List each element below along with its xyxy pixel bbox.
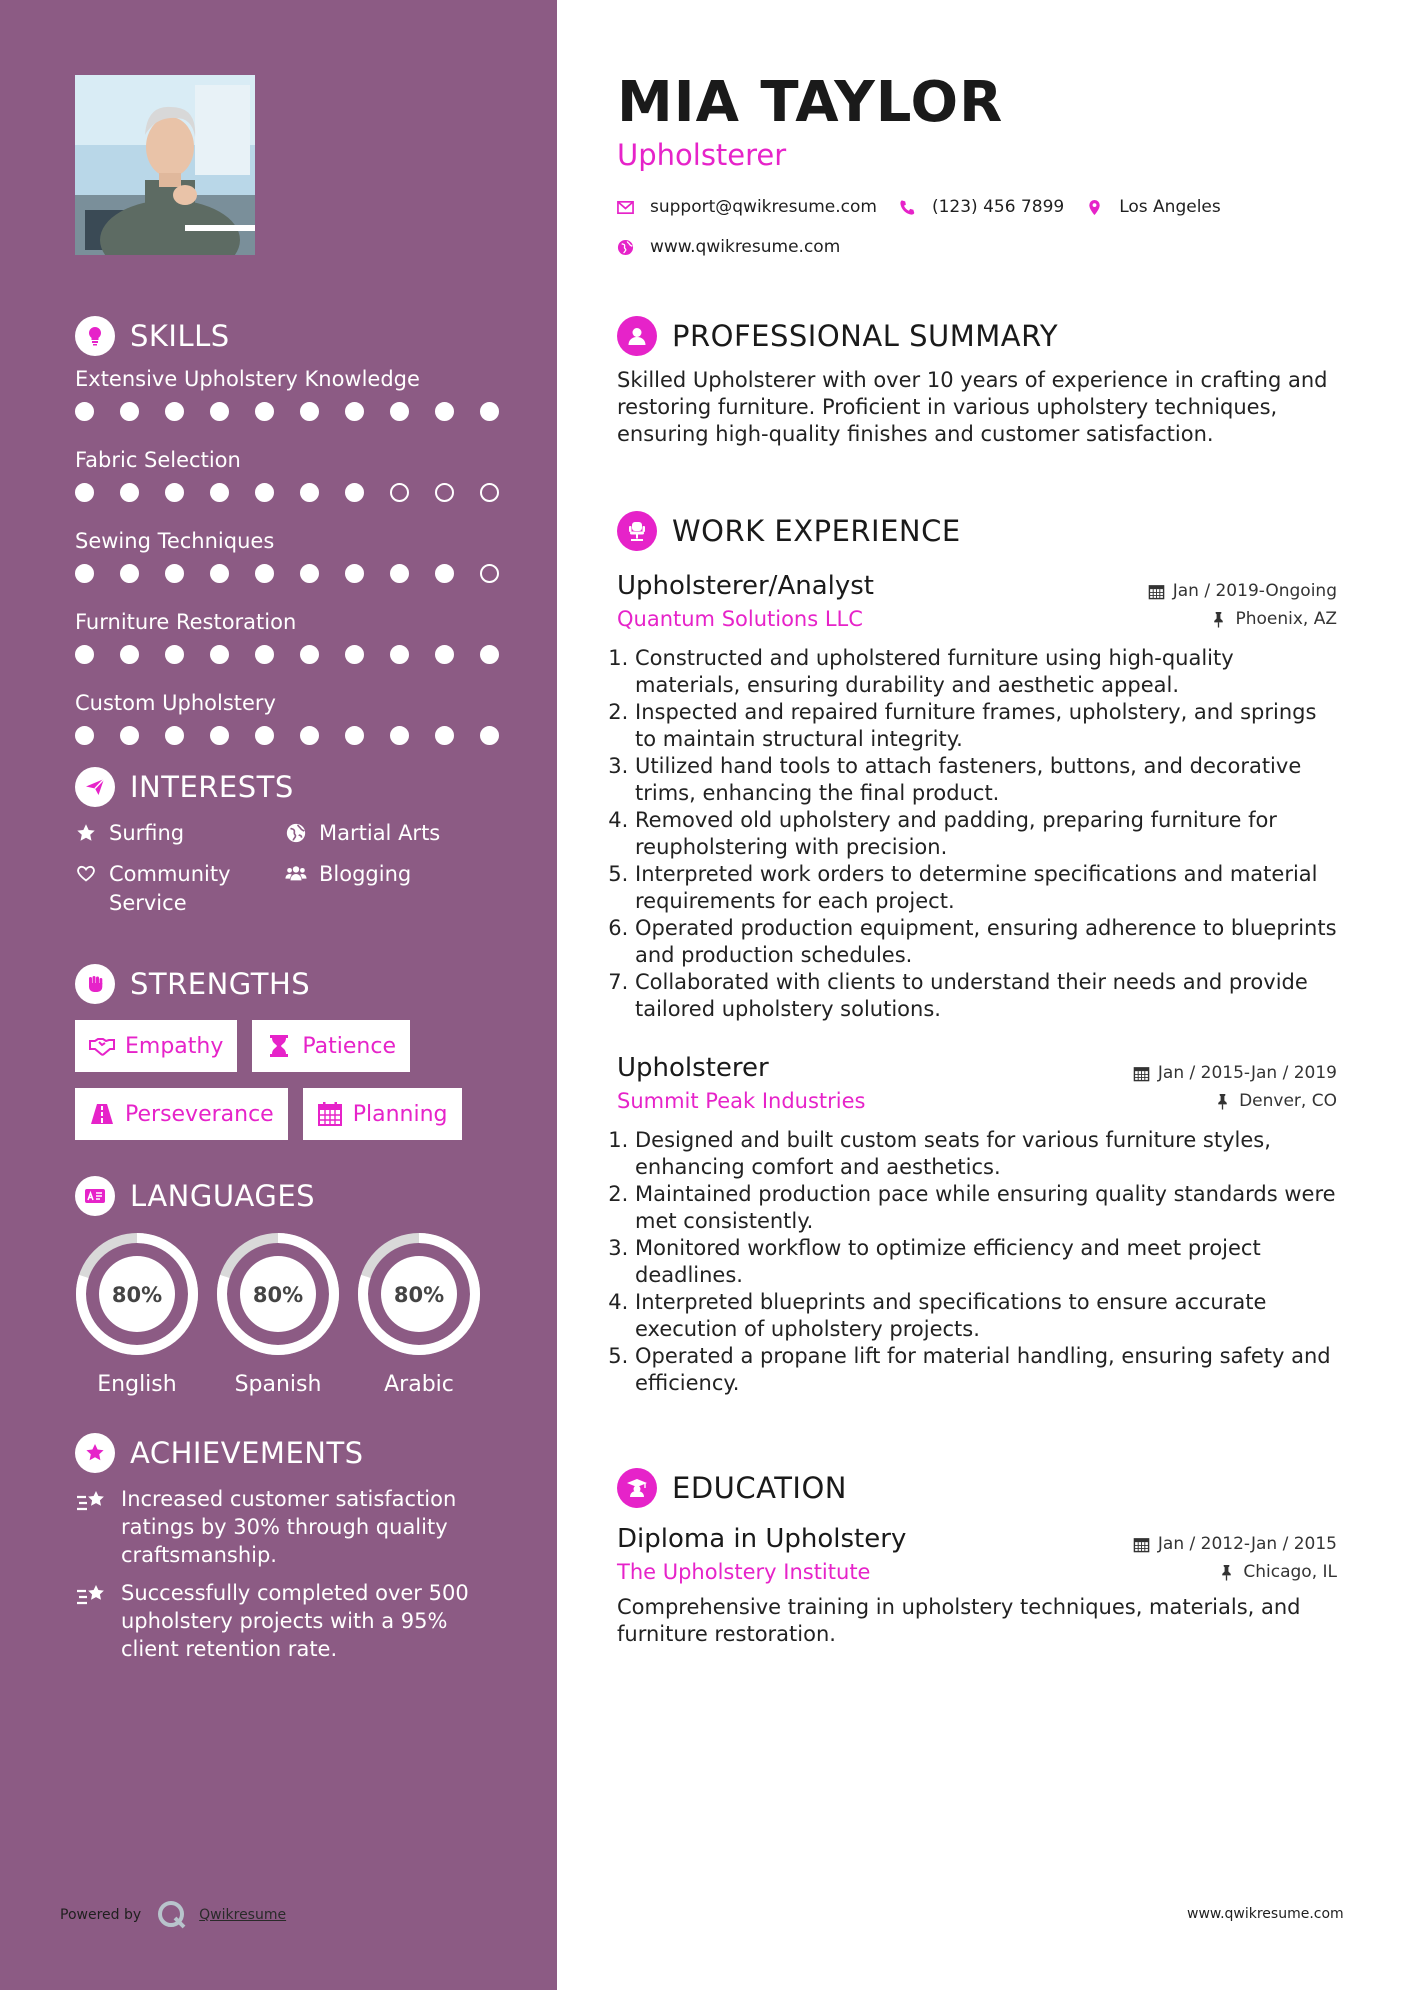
interest-item bbox=[285, 819, 505, 848]
school-name: The Upholstery Institute bbox=[617, 1560, 871, 1584]
achievement-item bbox=[75, 1579, 515, 1663]
rating-dot-empty bbox=[480, 564, 499, 583]
rating-dot-filled bbox=[255, 483, 274, 502]
rating-dot-filled bbox=[345, 645, 364, 664]
strength-badge bbox=[75, 1088, 288, 1140]
experience-section bbox=[617, 509, 1337, 1397]
duty-item: 4. Removed old upholstery and padding, preparing furniture for reupholstering with precision. bbox=[635, 807, 1337, 861]
language-ring bbox=[357, 1232, 481, 1356]
candidate-name: MIA TAYLOR bbox=[617, 70, 1004, 135]
degree-title: Diploma in Upholstery bbox=[617, 1524, 907, 1554]
users-icon bbox=[285, 863, 307, 885]
education-date bbox=[1133, 1534, 1337, 1554]
contact-location bbox=[1086, 197, 1221, 217]
strengths-title: STRENGTHS bbox=[130, 967, 311, 1001]
language-percent: 80% bbox=[393, 1283, 445, 1307]
hourglass-icon bbox=[266, 1033, 292, 1059]
interest-label: Martial Arts bbox=[319, 821, 441, 845]
achievement-text: Increased customer satisfaction ratings by 30% through quality craftsmanship. bbox=[121, 1487, 457, 1567]
rating-dot-filled bbox=[300, 645, 319, 664]
skills-section bbox=[75, 314, 515, 763]
email-text: support@qwikresume.com bbox=[650, 197, 877, 217]
interests-title: INTERESTS bbox=[130, 770, 294, 804]
interests-list bbox=[75, 819, 515, 918]
achievements-section bbox=[75, 1431, 515, 1663]
rating-dot-filled bbox=[210, 402, 229, 421]
language-label: Spanish bbox=[234, 1372, 322, 1397]
rating-dot-filled bbox=[255, 402, 274, 421]
rating-dot-filled bbox=[165, 726, 184, 745]
duty-item: 1. Constructed and upholstered furniture using high-quality materials, ensuring durability and aesthetic appeal. bbox=[635, 645, 1337, 699]
strengths-section bbox=[75, 962, 515, 1156]
education-date-text: Jan / 2012-Jan / 2015 bbox=[1157, 1534, 1337, 1554]
rating-dot-filled bbox=[345, 402, 364, 421]
job-location-text: Phoenix, AZ bbox=[1235, 609, 1337, 629]
interest-item bbox=[285, 860, 505, 918]
education-section bbox=[617, 1466, 1337, 1648]
phone-text: (123) 456 7899 bbox=[931, 197, 1065, 217]
language-label: Arabic bbox=[384, 1372, 454, 1397]
rating-dot-filled bbox=[120, 726, 139, 745]
skill-rating bbox=[75, 483, 515, 502]
interest-label: Surfing bbox=[109, 821, 185, 845]
job-location-text: Denver, CO bbox=[1239, 1091, 1337, 1111]
paper-plane-icon bbox=[75, 767, 115, 807]
strength-badge bbox=[75, 1020, 237, 1072]
rating-dot-filled bbox=[300, 564, 319, 583]
shooting-star-icon bbox=[75, 1581, 109, 1611]
languages-section bbox=[75, 1174, 515, 1397]
star-badge-icon bbox=[75, 1433, 115, 1473]
strength-label: Patience bbox=[302, 1033, 396, 1059]
job-entry bbox=[617, 1053, 1337, 1397]
duty-item: 3. Utilized hand tools to attach fasteners, buttons, and decorative trims, enhancing the final product. bbox=[635, 753, 1337, 807]
contact-email[interactable] bbox=[617, 197, 877, 217]
skill-label: Extensive Upholstery Knowledge bbox=[75, 367, 420, 391]
lightbulb-icon bbox=[75, 316, 115, 356]
sidebar bbox=[0, 0, 557, 1990]
job-title: Upholsterer/Analyst bbox=[617, 571, 874, 601]
user-icon bbox=[617, 316, 657, 356]
rating-dot-empty bbox=[480, 483, 499, 502]
interest-item bbox=[75, 860, 285, 918]
education-title: EDUCATION bbox=[672, 1471, 848, 1505]
rating-dot-filled bbox=[210, 564, 229, 583]
powered-by-label: Powered by bbox=[60, 1907, 142, 1923]
duty-item: 6. Operated production equipment, ensuring adherence to blueprints and production schedules. bbox=[635, 915, 1337, 969]
rating-dot-filled bbox=[75, 726, 94, 745]
strength-badge bbox=[303, 1088, 462, 1140]
job-duties bbox=[617, 645, 1337, 1023]
rating-dot-filled bbox=[255, 645, 274, 664]
rating-dot-filled bbox=[300, 726, 319, 745]
road-icon bbox=[89, 1101, 115, 1127]
heart-hands-icon bbox=[75, 863, 97, 885]
calendar-icon bbox=[1133, 1065, 1150, 1082]
language-item bbox=[75, 1232, 199, 1397]
rating-dot-empty bbox=[435, 483, 454, 502]
rating-dot-filled bbox=[120, 564, 139, 583]
duty-item: 1. Designed and built custom seats for various furniture styles, enhancing comfort and aesthetics. bbox=[635, 1127, 1337, 1181]
rating-dot-filled bbox=[255, 726, 274, 745]
rating-dot-filled bbox=[120, 645, 139, 664]
skill-item bbox=[75, 688, 515, 763]
rating-dot-filled bbox=[165, 564, 184, 583]
globe-icon bbox=[285, 822, 307, 844]
language-percent: 80% bbox=[111, 1283, 163, 1307]
profile-photo bbox=[75, 75, 255, 255]
rating-dot-filled bbox=[75, 483, 94, 502]
rating-dot-filled bbox=[435, 402, 454, 421]
rating-dot-filled bbox=[210, 726, 229, 745]
footer-website[interactable]: www.qwikresume.com bbox=[1187, 1906, 1344, 1922]
globe-icon bbox=[617, 239, 634, 256]
handshake-icon bbox=[89, 1033, 115, 1059]
shooting-star-icon bbox=[75, 1487, 109, 1517]
contact-phone[interactable] bbox=[899, 197, 1064, 217]
rating-dot-filled bbox=[75, 402, 94, 421]
job-entry bbox=[617, 571, 1337, 1023]
language-ring bbox=[216, 1232, 340, 1356]
phone-icon bbox=[899, 199, 916, 216]
rating-dot-filled bbox=[480, 726, 499, 745]
company-name: Summit Peak Industries bbox=[617, 1089, 866, 1113]
education-header bbox=[617, 1466, 1337, 1510]
map-pin-icon bbox=[1086, 199, 1103, 216]
rating-dot-filled bbox=[165, 483, 184, 502]
skill-item bbox=[75, 526, 515, 601]
skill-label: Fabric Selection bbox=[75, 448, 241, 472]
office-chair-icon bbox=[617, 511, 657, 551]
skill-rating bbox=[75, 726, 515, 745]
fist-icon bbox=[75, 964, 115, 1004]
job-date-text: Jan / 2019-Ongoing bbox=[1172, 581, 1337, 601]
interest-label: Blogging bbox=[319, 862, 412, 886]
duty-item: 4. Interpreted blueprints and specifications to ensure accurate execution of upholstery projects. bbox=[635, 1289, 1337, 1343]
strength-label: Perseverance bbox=[125, 1101, 274, 1127]
calendar-icon bbox=[1133, 1536, 1150, 1553]
skills-header bbox=[75, 314, 515, 358]
job-duties bbox=[617, 1127, 1337, 1397]
rating-dot-filled bbox=[345, 564, 364, 583]
achievement-item bbox=[75, 1485, 515, 1569]
achievements-title: ACHIEVEMENTS bbox=[130, 1436, 364, 1470]
languages-title: LANGUAGES bbox=[130, 1179, 316, 1213]
language-item bbox=[357, 1232, 481, 1397]
website-text: www.qwikresume.com bbox=[650, 237, 841, 257]
strength-label: Planning bbox=[352, 1101, 448, 1127]
rating-dot-filled bbox=[480, 645, 499, 664]
interests-header bbox=[75, 765, 515, 809]
rating-dot-filled bbox=[300, 402, 319, 421]
skill-rating bbox=[75, 564, 515, 583]
skill-item bbox=[75, 607, 515, 682]
rating-dot-filled bbox=[390, 726, 409, 745]
skills-list bbox=[75, 364, 515, 763]
education-entry bbox=[617, 1524, 1337, 1648]
strength-badge bbox=[252, 1020, 410, 1072]
strengths-header bbox=[75, 962, 515, 1006]
rating-dot-filled bbox=[120, 483, 139, 502]
achievement-text: Successfully completed over 500 upholstery projects with a 95% client retention rate. bbox=[121, 1581, 469, 1661]
qwikresume-logo-icon bbox=[155, 1898, 189, 1932]
interests-section bbox=[75, 765, 515, 918]
pushpin-icon bbox=[1214, 1093, 1231, 1110]
duty-item: 3. Monitored workflow to optimize efficiency and meet project deadlines. bbox=[635, 1235, 1337, 1289]
rating-dot-filled bbox=[390, 402, 409, 421]
rating-dot-filled bbox=[435, 645, 454, 664]
skills-title: SKILLS bbox=[130, 319, 230, 353]
rating-dot-filled bbox=[165, 402, 184, 421]
company-name: Quantum Solutions LLC bbox=[617, 607, 863, 631]
rating-dot-filled bbox=[255, 564, 274, 583]
skill-item bbox=[75, 445, 515, 520]
contact-website[interactable] bbox=[617, 237, 840, 257]
rating-dot-filled bbox=[435, 726, 454, 745]
star-icon bbox=[75, 822, 97, 844]
duty-item: 2. Inspected and repaired furniture frames, upholstery, and springs to maintain structural integrity. bbox=[635, 699, 1337, 753]
skill-rating bbox=[75, 645, 515, 664]
duty-item: 5. Interpreted work orders to determine specifications and material requirements for each project. bbox=[635, 861, 1337, 915]
rating-dot-filled bbox=[345, 483, 364, 502]
languages-header bbox=[75, 1174, 515, 1218]
rating-dot-filled bbox=[435, 564, 454, 583]
rating-dot-filled bbox=[300, 483, 319, 502]
powered-by bbox=[60, 1898, 286, 1932]
rating-dot-filled bbox=[390, 645, 409, 664]
rating-dot-filled bbox=[390, 564, 409, 583]
language-ring bbox=[75, 1232, 199, 1356]
calendar-icon bbox=[317, 1101, 343, 1127]
skill-rating bbox=[75, 402, 515, 421]
skill-item bbox=[75, 364, 515, 439]
strength-label: Empathy bbox=[125, 1033, 224, 1059]
summary-header bbox=[617, 314, 1337, 358]
language-percent: 80% bbox=[252, 1283, 304, 1307]
experience-header bbox=[617, 509, 1337, 553]
rating-dot-filled bbox=[345, 726, 364, 745]
pushpin-icon bbox=[1218, 1564, 1235, 1581]
language-card-icon bbox=[75, 1176, 115, 1216]
strengths-list bbox=[75, 1020, 515, 1156]
interest-label: Community Service bbox=[109, 862, 231, 915]
pushpin-icon bbox=[1210, 611, 1227, 628]
education-text: Comprehensive training in upholstery techniques, materials, and furniture restoration. bbox=[617, 1595, 1301, 1646]
language-label: English bbox=[97, 1372, 177, 1397]
contact-info bbox=[617, 194, 1337, 274]
calendar-icon bbox=[1148, 583, 1165, 600]
achievements-header bbox=[75, 1431, 515, 1475]
skill-label: Custom Upholstery bbox=[75, 691, 276, 715]
languages-list bbox=[75, 1232, 515, 1397]
skill-label: Sewing Techniques bbox=[75, 529, 275, 553]
job-title: Upholsterer bbox=[617, 1053, 769, 1083]
duty-item: 7. Collaborated with clients to understand their needs and provide tailored upholstery solutions. bbox=[635, 969, 1337, 1023]
rating-dot-filled bbox=[165, 645, 184, 664]
summary-text: Skilled Upholsterer with over 10 years of experience in crafting and restoring furniture. Proficient in various upholstery techniques, ensuring high-quality finishes and customer satisfaction. bbox=[617, 368, 1328, 446]
rating-dot-filled bbox=[210, 483, 229, 502]
qwikresume-link[interactable]: Qwikresume bbox=[199, 1907, 287, 1923]
rating-dot-filled bbox=[120, 402, 139, 421]
rating-dot-filled bbox=[75, 564, 94, 583]
summary-title: PROFESSIONAL SUMMARY bbox=[672, 319, 1059, 353]
job-date bbox=[1133, 1063, 1337, 1083]
rating-dot-filled bbox=[210, 645, 229, 664]
interest-item bbox=[75, 819, 285, 848]
education-location bbox=[1218, 1562, 1337, 1582]
skill-label: Furniture Restoration bbox=[75, 610, 297, 634]
education-location-text: Chicago, IL bbox=[1243, 1562, 1337, 1582]
experience-title: WORK EXPERIENCE bbox=[672, 514, 961, 548]
job-date-text: Jan / 2015-Jan / 2019 bbox=[1157, 1063, 1337, 1083]
location-text: Los Angeles bbox=[1119, 197, 1221, 217]
duty-item: 5. Operated a propane lift for material handling, ensuring safety and efficiency. bbox=[635, 1343, 1337, 1397]
candidate-role: Upholsterer bbox=[617, 138, 787, 172]
job-location bbox=[1210, 609, 1337, 629]
summary-section bbox=[617, 314, 1337, 448]
rating-dot-filled bbox=[75, 645, 94, 664]
envelope-icon bbox=[617, 199, 634, 216]
graduate-icon bbox=[617, 1468, 657, 1508]
job-location bbox=[1214, 1091, 1337, 1111]
rating-dot-filled bbox=[480, 402, 499, 421]
rating-dot-empty bbox=[390, 483, 409, 502]
language-item bbox=[216, 1232, 340, 1397]
duty-item: 2. Maintained production pace while ensuring quality standards were met consistently. bbox=[635, 1181, 1337, 1235]
job-date bbox=[1148, 581, 1337, 601]
